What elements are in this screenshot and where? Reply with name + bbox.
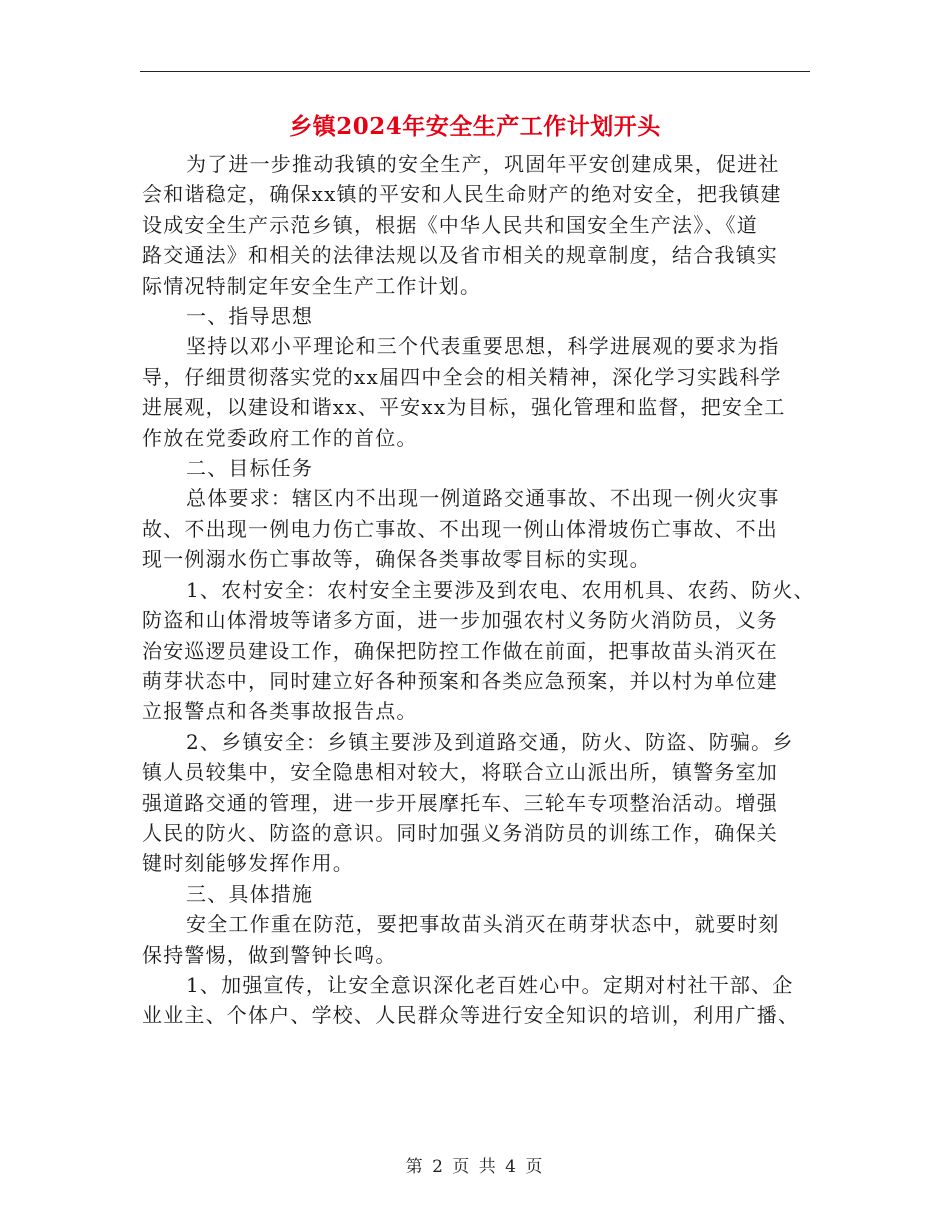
paragraph	[142, 483, 818, 574]
text-line: 立报警点和各类事故报告点。	[142, 699, 418, 724]
text-line: 际情况特制定年安全生产工作计划。	[142, 273, 482, 298]
text-line: 1、农村安全：农村安全主要涉及到农电、农用机具、农药、防火、	[186, 577, 815, 602]
paragraph	[142, 149, 818, 301]
text-line: 路交通法》和相关的法律法规以及省市相关的规章制度，结合我镇实	[142, 243, 778, 268]
text-line: 坚持以邓小平理论和三个代表重要思想，科学进展观的要求为指	[186, 334, 780, 359]
text-line: 键时刻能够发挥作用。	[142, 851, 354, 876]
text-line: 总体要求：辖区内不出现一例道路交通事故、不出现一例火灾事	[186, 486, 780, 511]
text-line: 安全工作重在防范，要把事故苗头消灭在萌芽状态中，就要时刻	[186, 912, 780, 937]
paragraph	[142, 970, 818, 1031]
text-line: 萌芽状态中，同时建立好各种预案和各类应急预案，并以村为单位建	[142, 668, 778, 693]
paragraph	[142, 727, 818, 879]
text-line: 业业主、个体户、学校、人民群众等进行安全知识的培训，利用广播、	[142, 1003, 800, 1028]
text-line: 会和谐稳定，确保xx镇的平安和人民生命财产的绝对安全，把我镇建	[142, 182, 782, 207]
paragraph	[142, 453, 818, 483]
text-line: 作放在党委政府工作的首位。	[142, 425, 418, 450]
page-number: 第 2 页 共 4 页	[405, 1157, 545, 1177]
text-line: 进展观，以建设和谐xx、平安xx为目标，强化管理和监督，把安全工	[142, 395, 786, 420]
text-line: 导，仔细贯彻落实党的xx届四中全会的相关精神，深化学习实践科学	[142, 364, 782, 389]
text-line: 现一例溺水伤亡事故等，确保各类事故零目标的实现。	[142, 547, 651, 572]
text-line: 防盗和山体滑坡等诸多方面，进一步加强农村义务防火消防员，义务	[142, 608, 778, 633]
document-title: 乡镇2024年安全生产工作计划开头	[289, 113, 661, 140]
text-line: 2、乡镇安全：乡镇主要涉及到道路交通，防火、防盗、防骗。乡	[186, 729, 794, 754]
text-line: 三、具体措施	[186, 881, 314, 906]
paragraph	[142, 575, 818, 727]
paragraph	[142, 301, 818, 331]
header-rule	[140, 71, 810, 72]
paragraph	[142, 331, 818, 453]
text-line: 为了进一步推动我镇的安全生产，巩固年平安创建成果，促进社	[186, 152, 780, 176]
text-line: 保持警惕，做到警钟长鸣。	[142, 942, 397, 967]
document-body	[142, 149, 818, 1031]
text-line: 一、指导思想	[186, 304, 314, 329]
text-line: 1、加强宣传，让安全意识深化老百姓心中。定期对村社干部、企	[186, 972, 794, 997]
paragraph	[142, 879, 818, 909]
text-line: 人民的防火、防盗的意识。同时加强义务消防员的训练工作，确保关	[142, 820, 778, 845]
text-line: 治安巡逻员建设工作，确保把防控工作做在前面，把事故苗头消灭在	[142, 638, 778, 663]
text-line: 二、目标任务	[186, 456, 314, 481]
text-line: 强道路交通的管理，进一步开展摩托车、三轮车专项整治活动。增强	[142, 790, 778, 815]
paragraph	[142, 909, 818, 970]
text-line: 设成安全生产示范乡镇，根据《中华人民共和国安全生产法》、《道	[142, 212, 758, 237]
text-line: 故、不出现一例电力伤亡事故、不出现一例山体滑坡伤亡事故、不出	[142, 516, 778, 541]
text-line: 镇人员较集中，安全隐患相对较大，将联合立山派出所，镇警务室加	[142, 760, 778, 785]
